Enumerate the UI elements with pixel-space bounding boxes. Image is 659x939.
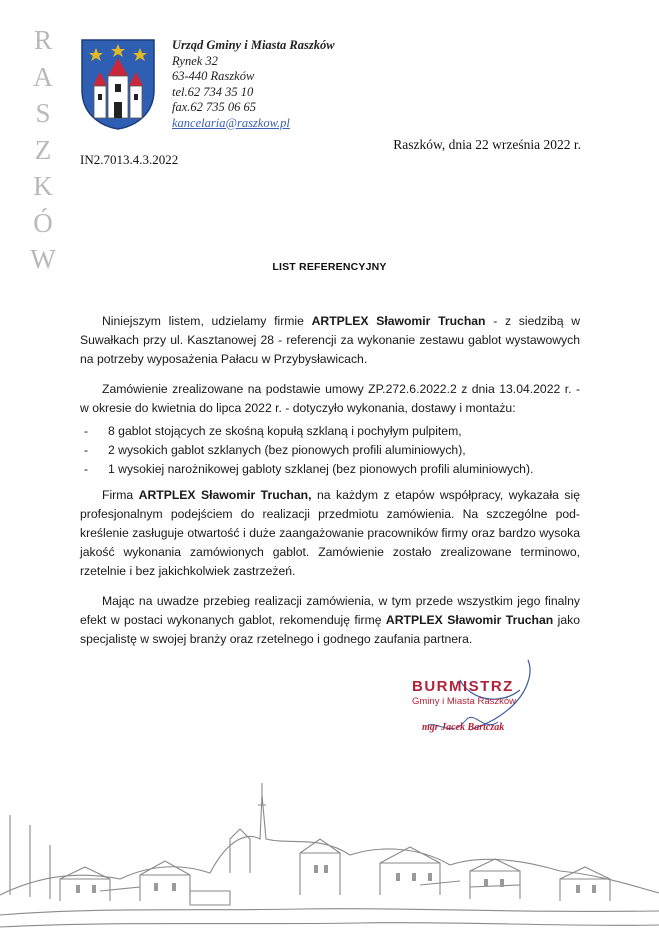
office-name: Urząd Gminy i Miasta Raszków [172,38,335,52]
coat-of-arms-icon [80,38,156,130]
company-name: ARTPLEX Sławomir Truchan [385,612,554,627]
vertical-letter: W [30,244,56,274]
paragraph-1 [80,312,580,370]
text-run: Firma [102,487,139,502]
letter-body [80,312,580,659]
office-email-link[interactable]: kancelaria@raszkow.pl [172,115,290,130]
company-name: ARTPLEX Sławomir Truchan [311,314,486,328]
list-item-text: 2 wysokich gablot szklanych (bez pionowych profili aluminiowych), [108,443,466,458]
dash-bullet: - [84,443,89,458]
vertical-letter: S [35,98,51,128]
mayor-stamp [400,650,560,750]
office-city: 63-440 Raszków [172,69,255,83]
text-run: Niniejszym listem, udzielamy firmie [102,314,312,328]
vertical-town-name [24,22,62,278]
stamp-role: BURMISTRZ [412,678,514,695]
reference-number: IN2.7013.4.3.2022 [80,152,179,167]
town-skyline-icon [0,775,659,939]
vertical-letter: R [33,25,52,55]
office-fax: fax.62 735 06 65 [172,100,257,114]
paragraph-2: Zamówienie zrealizowane na podstawie umowy ZP.272.6.2022.2 z dnia 13.04.2022 r. - w okresie do kwietnia do lipca 2022 r. - dotyczyło wykonania, dostawy i montażu: [80,381,580,415]
document-title: LIST REFERENCYJNY [272,261,387,273]
scope-list [80,422,580,480]
paragraph-3 [80,486,580,582]
office-tel: tel.62 734 35 10 [172,84,254,99]
list-item-text: 1 wysokiej narożnikowej gabloty szklanej (bez pionowych profili aluminiowych). [108,462,534,477]
list-item [80,441,580,460]
text-run: Mając na uwadze przebieg realizacji zamówienia, w tym przede wszystkim jego finalny efekt w postaci wykonanych gablot, rekomenduję firmę [80,593,580,627]
stamp-person: mgr Jacek Bartczak [422,722,505,733]
office-address [172,38,335,131]
company-name: ARTPLEX Sławomir Truchan, [138,487,312,502]
vertical-letter: Ó [33,207,53,238]
vertical-letter: K [33,171,53,201]
vertical-letter: Z [34,134,52,165]
text-run: - z siedzibą w Suwałkach przy ul. Kasztanowej 28 - referencji za wykonanie zestawu gablot wystawowych na potrzeby wyposażenia Pałacu w Przybysławicach. [80,314,580,367]
dash-bullet: - [84,424,89,439]
stamp-organization: Gminy i Miasta Raszków [412,696,516,707]
list-item-text: 8 gablot stojących ze skośną kopułą szklaną i pochyłym pulpitem, [108,424,462,439]
dash-bullet: - [84,462,89,477]
list-item [80,422,580,441]
office-street: Rynek 32 [172,53,218,68]
vertical-letter: A [33,61,53,92]
paragraph-4 [80,592,580,650]
date-line: Raszków, dnia 22 września 2022 r. [393,137,581,152]
text-run: na każdym z etapów współpracy, wykazała się profesjonalnym podejściem do realizacji przedmiotu zamówienia. Na szczególne pod-kreślenie zasługuje otwartość i duże zaangażowanie pracowników firmy oraz bardzo wysoka jakość wykonania zamówionych gablot. Zamówienie zostało zrealizowane terminowo, rzetelnie i bez jakichkolwiek zastrzeżeń. [80,487,581,579]
text-run: jako specjalistę w swojej branży oraz rzetelnego i godnego zaufania partnera. [80,612,580,647]
list-item [80,460,580,479]
